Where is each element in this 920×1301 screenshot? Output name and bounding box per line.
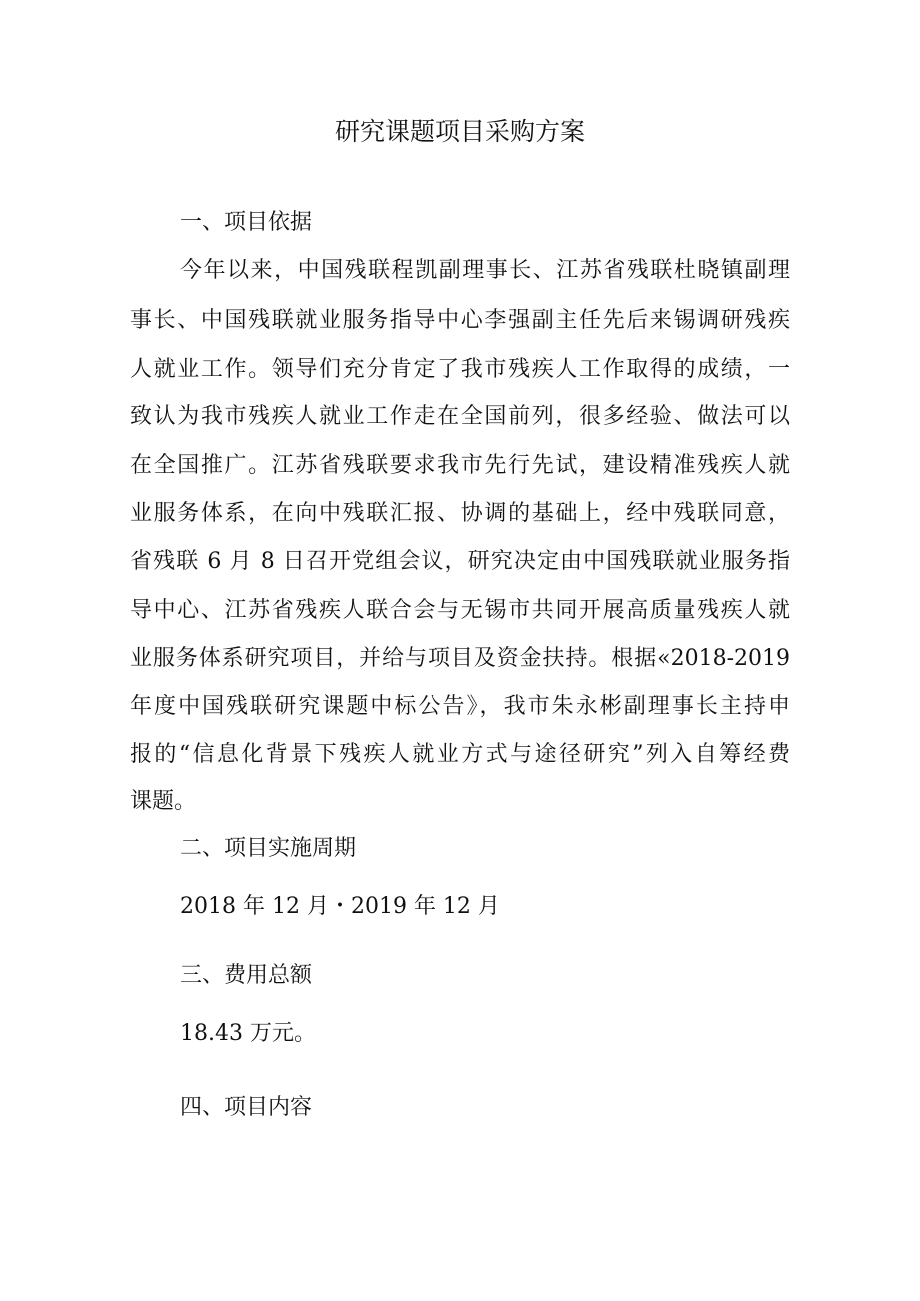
section-heading-basis: 一、项目依据 [180, 210, 313, 235]
paragraph-line: 今年以来，中国残联程凯副理事长、江苏省残联杜晓镇副理 [180, 258, 790, 283]
paragraph-line: 报的“信息化背景下残疾人就业方式与途径研究”列入自筹经费 [130, 742, 790, 767]
section-heading-period: 二、项目实施周期 [180, 836, 357, 861]
paragraph-line: 致认为我市残疾人就业工作走在全国前列，很多经验、做法可以 [130, 404, 790, 429]
paragraph-line: 业服务体系，在向中残联汇报、协调的基础上，经中残联同意， [130, 501, 790, 526]
paragraph-line: 导中心、江苏省残疾人联合会与无锡市共同开展高质量残疾人就 [130, 598, 790, 623]
section-text-cost: 18.43 万元。 [180, 1021, 316, 1046]
paragraph-line: 在全国推广。江苏省残联要求我市先行先试，建设精准残疾人就 [130, 453, 790, 478]
paragraph-line: 年度中国残联研究课题中标公告》，我市朱永彬副理事长主持申 [130, 694, 790, 719]
paragraph-line: 课题。 [130, 789, 197, 814]
section-text-period: 2018 年 12 月・2019 年 12 月 [180, 894, 500, 919]
paragraph-line: 省残联 6 月 8 日召开党组会议，研究决定由中国残联就业服务指 [130, 549, 790, 574]
section-heading-cost: 三、费用总额 [180, 963, 313, 988]
paragraph-line: 事长、中国残联就业服务指导中心李强副主任先后来锡调研残疾 [130, 308, 790, 333]
paragraph-line: 人就业工作。领导们充分肯定了我市残疾人工作取得的成绩，一 [130, 357, 790, 382]
document-title: 研究课题项目采购方案 [334, 117, 585, 146]
paragraph-line: 业服务体系研究项目，并给与项目及资金扶持。根据«2018-2019 [130, 646, 790, 671]
section-heading-content: 四、项目内容 [180, 1095, 313, 1120]
